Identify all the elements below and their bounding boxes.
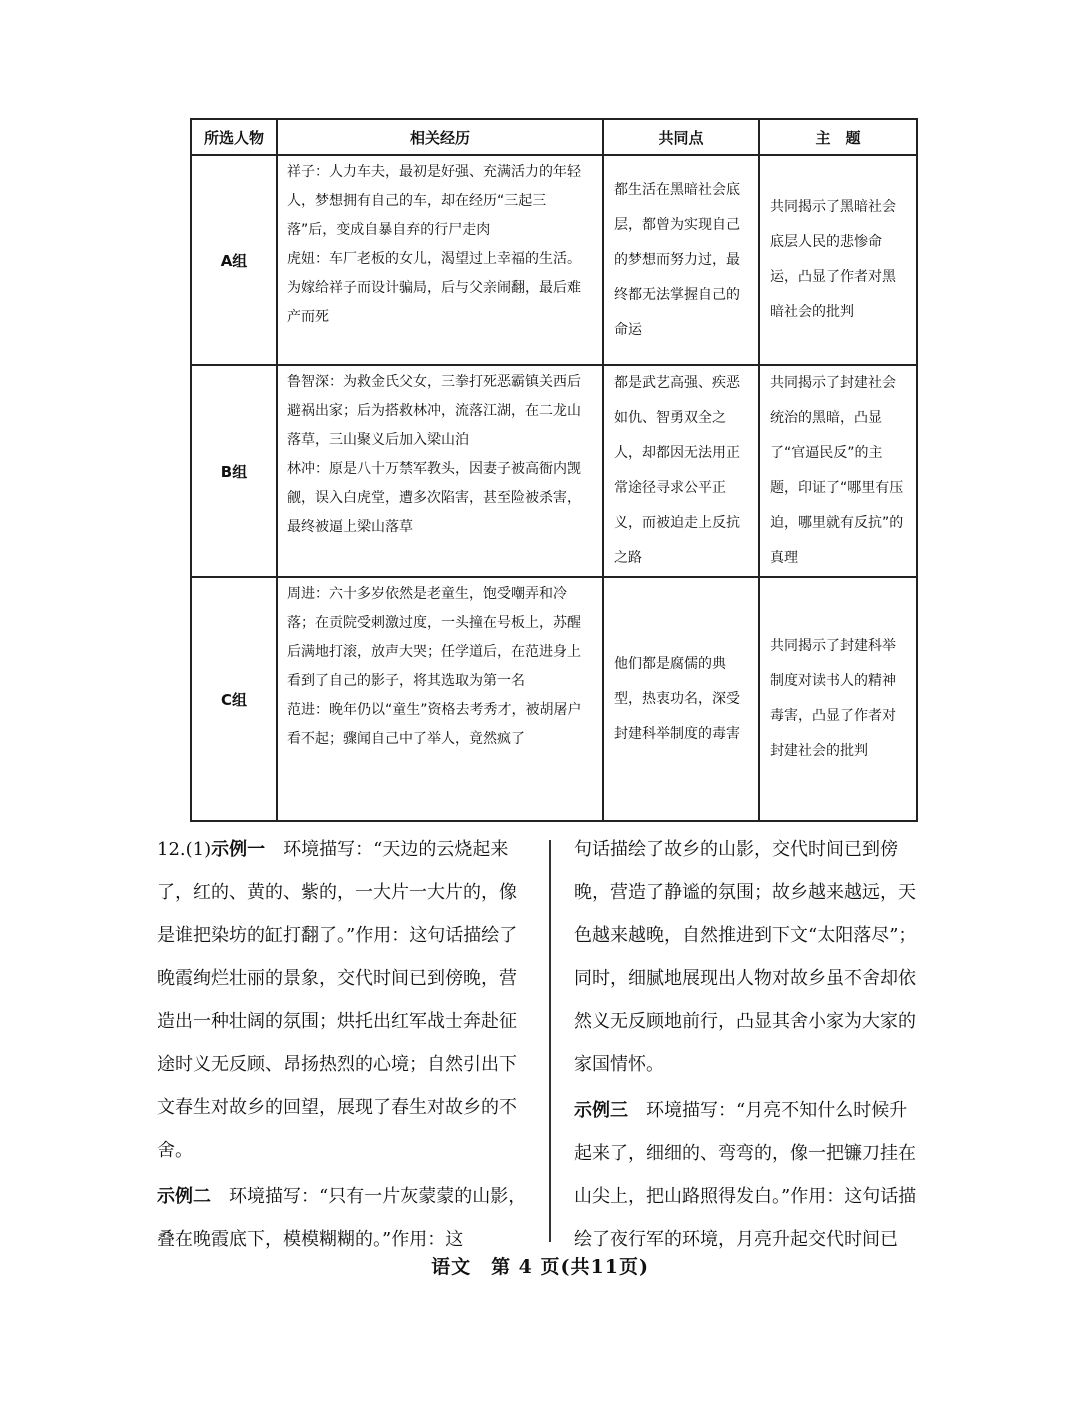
experience-cell bbox=[277, 577, 603, 821]
experience-text: 祥子：人力车夫，最初是好强、充满活力的年轻人，梦想拥有自己的车，却在经历“三起三落”后，变成自暴自弃的行尸走肉 bbox=[287, 164, 581, 238]
answer-left-column bbox=[157, 828, 532, 1261]
experience-cell bbox=[277, 155, 603, 365]
answer-example-2 bbox=[157, 1175, 532, 1261]
experience-text: 范进：晚年仍以“童生”资格去考秀才，被胡屠户看不起；骤闻自己中了举人，竟然疯了 bbox=[287, 702, 582, 747]
table-row bbox=[191, 577, 917, 821]
header-experience: 相关经历 bbox=[277, 119, 603, 155]
group-label: A组 bbox=[191, 155, 277, 365]
example-text: 环境描写：“月亮不知什么时候升起来了，细细的、弯弯的，像一把镰刀挂在山尖上，把山路照得发白。”作用：这句话描绘了夜行军的环境，月亮升起交代时间已 bbox=[574, 1100, 917, 1250]
column-divider bbox=[549, 840, 551, 1242]
example-text: 环境描写：“只有一片灰蒙蒙的山影，叠在晚霞底下，模模糊糊的。”作用：这 bbox=[157, 1186, 527, 1250]
header-common: 共同点 bbox=[603, 119, 759, 155]
group-label: C组 bbox=[191, 577, 277, 821]
answer-right-column bbox=[574, 828, 924, 1261]
experience-text: 周进：六十多岁依然是老童生，饱受嘲弄和冷落；在贡院受刺激过度，一头撞在号板上，苏醒后满地打滚，放声大哭；任学道后，在范进身上看到了自己的影子，将其选取为第一名 bbox=[287, 586, 581, 689]
example-2-continued: 句话描绘了故乡的山影，交代时间已到傍晚，营造了静谧的氛围；故乡越来越远，天色越来越晚，自然推进到下文“太阳落尽”；同时，细腻地展现出人物对故乡虽不舍却依然义无反顾地前行，凸显其舍小家为大家的家国情怀。 bbox=[574, 839, 917, 1075]
table-header-row bbox=[191, 119, 917, 155]
answer-table bbox=[190, 118, 918, 822]
example-text: 环境描写：“天边的云烧起来了，红的、黄的、紫的，一大片一大片的，像是谁把染坊的缸打翻了。”作用：这句话描绘了晚霞绚烂壮丽的景象，交代时间已到傍晚，营造出一种壮阔的氛围；烘托出红军战士奔赴征途时义无反顾、昂扬热烈的心境；自然引出下文春生对故乡的回望，展现了春生对故乡的不舍。 bbox=[157, 839, 518, 1161]
header-theme: 主 题 bbox=[759, 119, 917, 155]
theme-cell: 共同揭示了封建科举制度对读书人的精神毒害，凸显了作者对封建社会的批判 bbox=[759, 577, 917, 821]
example-label: 示例一 bbox=[211, 839, 266, 860]
example-label: 示例三 bbox=[574, 1100, 628, 1121]
table-row bbox=[191, 155, 917, 365]
theme-cell: 共同揭示了黑暗社会底层人民的悲惨命运，凸显了作者对黑暗社会的批判 bbox=[759, 155, 917, 365]
question-number: 12.(1) bbox=[157, 839, 212, 860]
header-person: 所选人物 bbox=[191, 119, 277, 155]
experience-cell bbox=[277, 365, 603, 577]
theme-cell: 共同揭示了封建社会统治的黑暗，凸显了“官逼民反”的主题，印证了“哪里有压迫，哪里就有反抗”的真理 bbox=[759, 365, 917, 577]
experience-text: 鲁智深：为救金氏父女，三拳打死恶霸镇关西后避祸出家；后为搭救林冲，流落江湖，在二龙山落草，三山聚义后加入梁山泊 bbox=[287, 374, 581, 448]
group-label: B组 bbox=[191, 365, 277, 577]
experience-text: 虎妞：车厂老板的女儿，渴望过上幸福的生活。为嫁给祥子而设计骗局，后与父亲闹翻，最后难产而死 bbox=[287, 251, 581, 325]
page-footer: 语文 第 4 页(共11页) bbox=[431, 1256, 649, 1278]
answer-example-1 bbox=[157, 828, 532, 1172]
common-cell: 都生活在黑暗社会底层，都曾为实现自己的梦想而努力过，最终都无法掌握自己的命运 bbox=[603, 155, 759, 365]
experience-text: 林冲：原是八十万禁军教头，因妻子被高衙内觊觎，误入白虎堂，遭多次陷害，甚至险被杀害，最终被逼上梁山落草 bbox=[287, 461, 581, 535]
answer-example-3 bbox=[574, 1089, 924, 1261]
table-row bbox=[191, 365, 917, 577]
common-cell: 都是武艺高强、疾恶如仇、智勇双全之人，却都因无法用正常途径寻求公平正义，而被迫走上反抗之路 bbox=[603, 365, 759, 577]
example-label: 示例二 bbox=[157, 1186, 211, 1207]
common-cell: 他们都是腐儒的典型，热衷功名，深受封建科举制度的毒害 bbox=[603, 577, 759, 821]
